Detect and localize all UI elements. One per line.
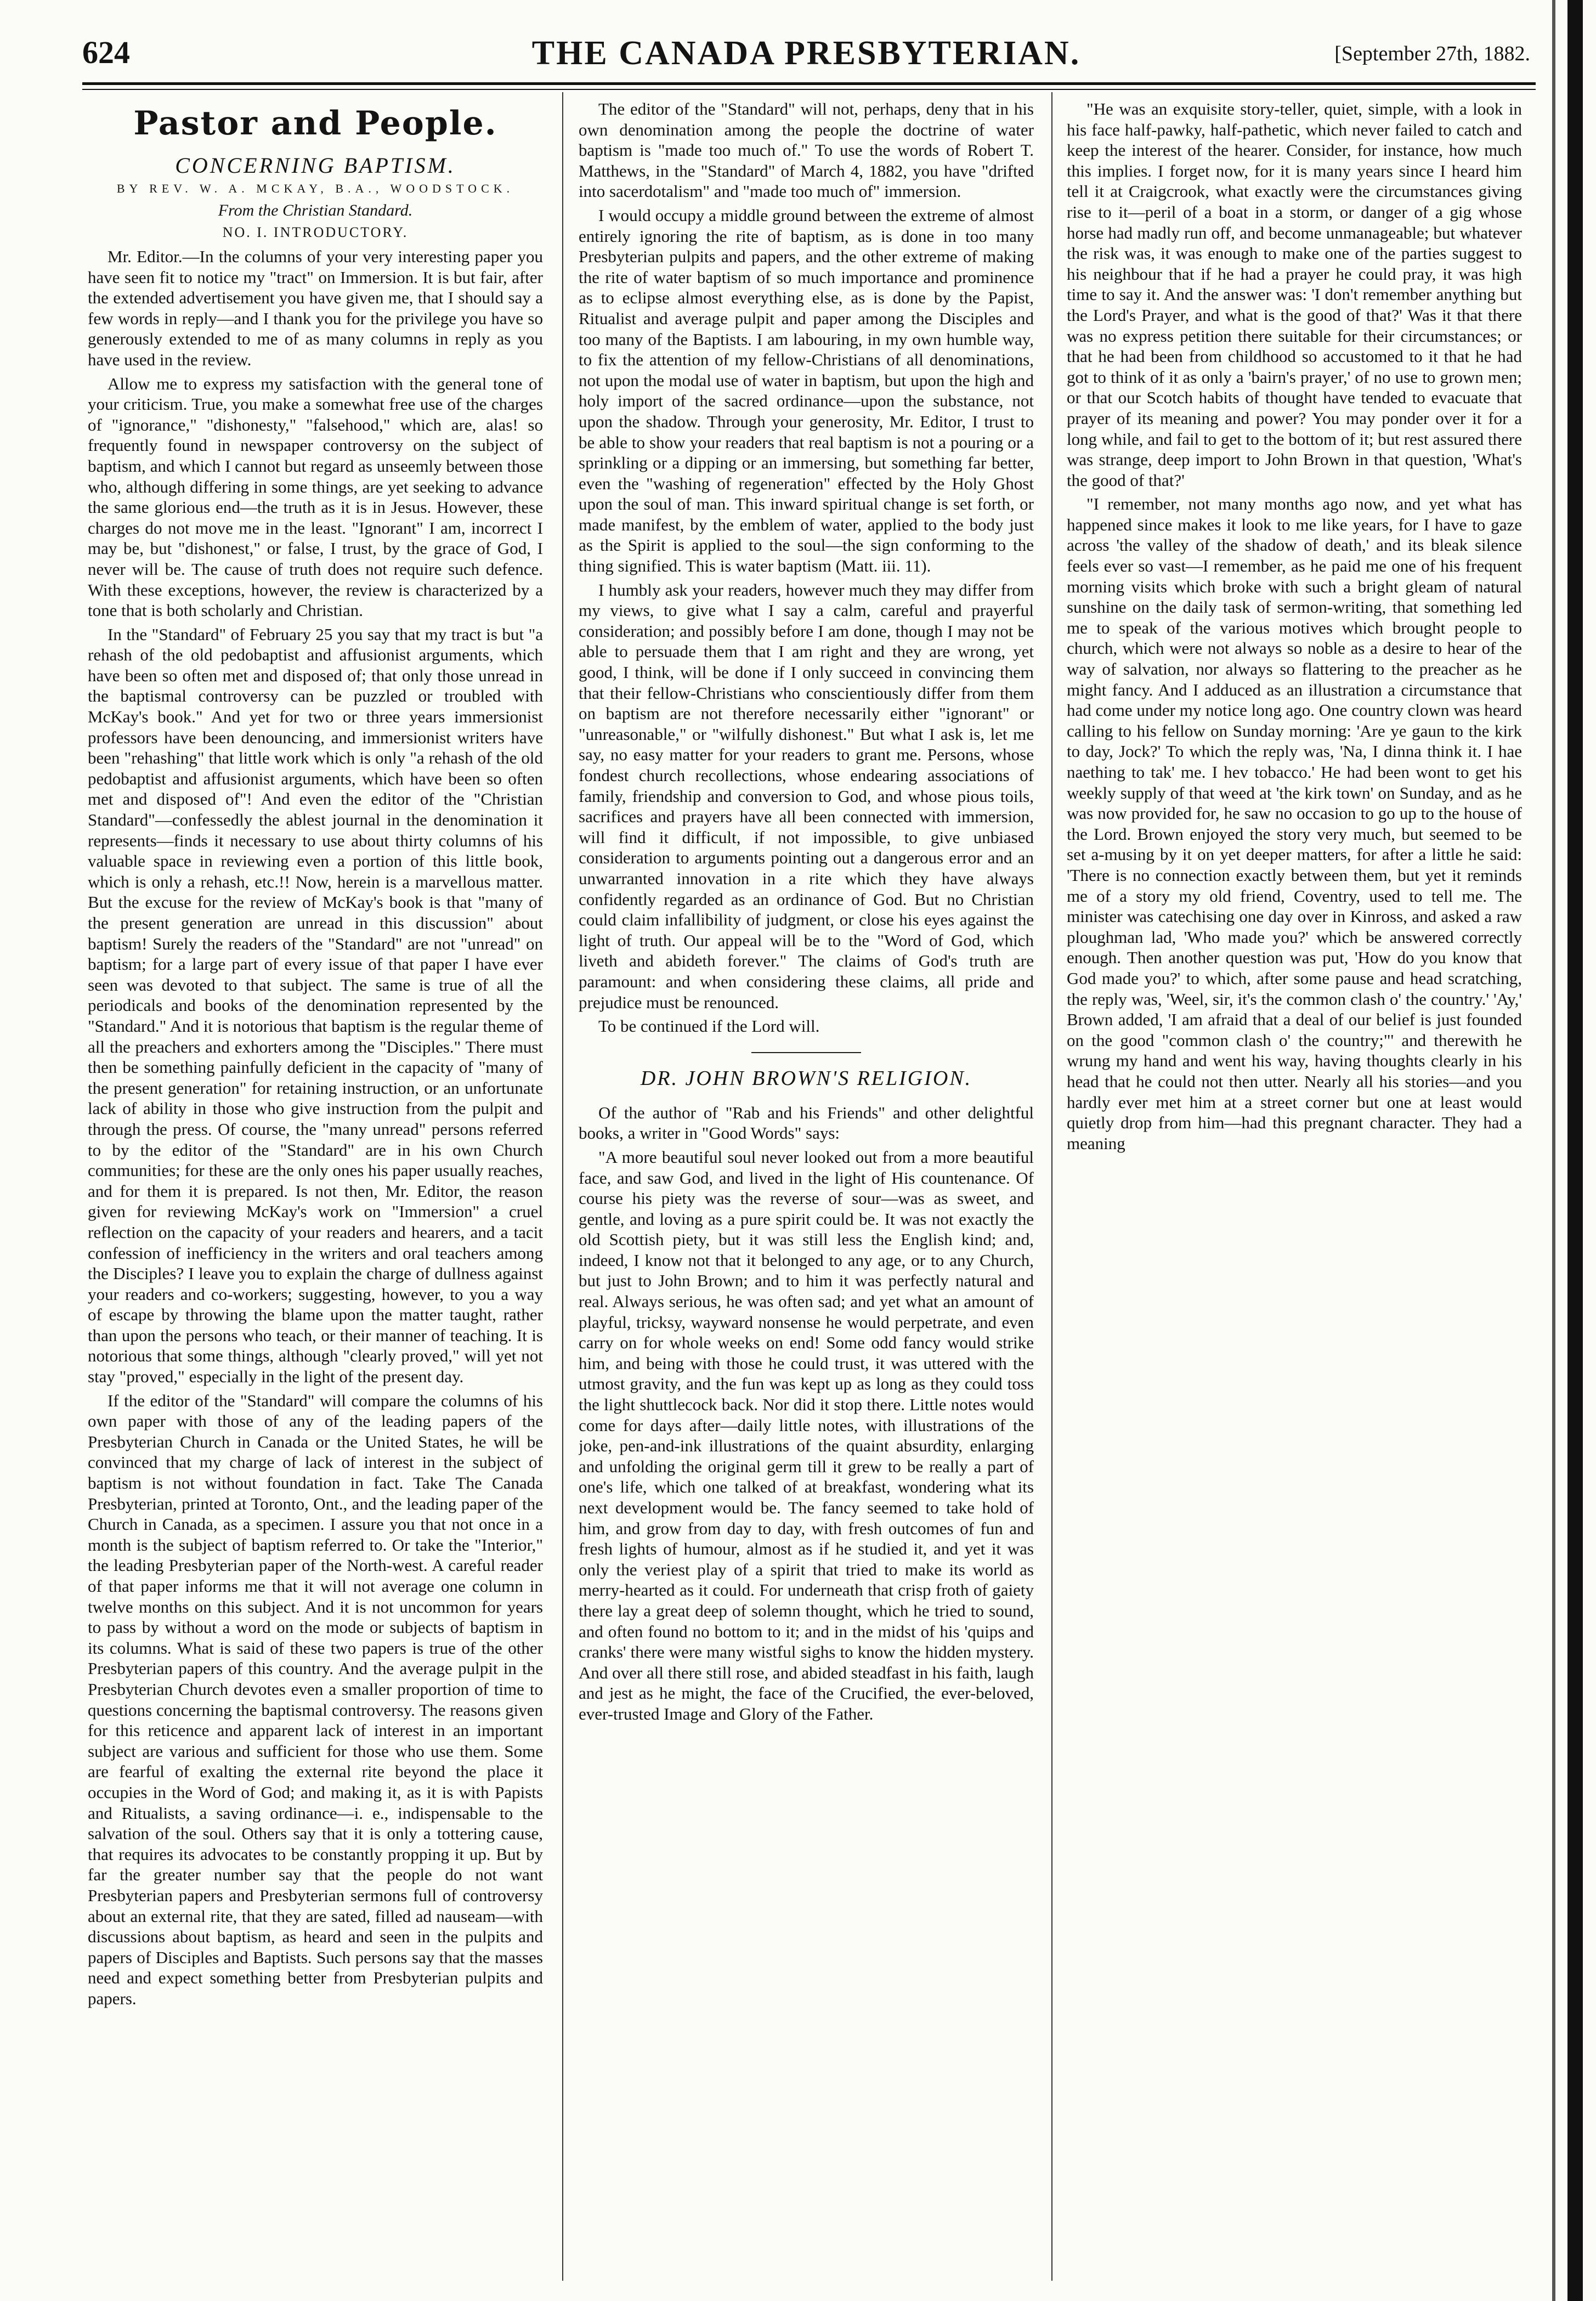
column-rule bbox=[562, 92, 563, 2281]
binding-edge bbox=[1552, 0, 1555, 2301]
paragraph: Of the author of "Rab and his Friends" and other delightful books, a writer in "Good Words" says: bbox=[579, 1103, 1034, 1143]
paragraph: Mr. Editor.—In the columns of your very interesting paper you have seen fit to notice my "tract" on Immersion. It is but fair, after the extended advertisement you have given me, that I should say a few words in reply—and I thank you for the privilege you have so generously extended to me of as many columns in reply as you have used in the review. bbox=[88, 247, 543, 369]
paragraph: "He was an exquisite story-teller, quiet, simple, with a look in his face half-pawky, half-pathetic, which never failed to catch and keep the interest of the hearer. Consider, for instance, how much this implies. I forget now, for it is many years since I heard him tell it at Craigcrook, what exactly were the circumstances giving rise to it—peril of a boat in a storm, or danger of a gig whose horse had madly run off, and become unmanageable; but whatever the risk was, it was enough to make one of the parties suggest to his neighbour that if he had a prayer he could pray, it was high time to say it. And the answer was: 'I don't remember anything but the Lord's Prayer, and what is the good of that?' Was it that there was no express petition there suitable for their circumstances; or that he had been from childhood so accustomed to it that he had got to think of it as only a 'bairn's prayer,' of no use to grown men; or that our Scotch habits of thought have tended to evacuate that prayer of its meaning and power? You may ponder over it for a long while, and fail to get to the bottom of it; but rest assured there was strange, deep import to John Brown in that question, 'What's the good of that?' bbox=[1067, 99, 1522, 490]
paragraph: If the editor of the "Standard" will compare the columns of his own paper with those of any of the leading papers of the Presbyterian Church in Canada or the United States, he will be convinced that my charge of lack of interest in the subject of baptism is not without foundation in fact. Take The Canada Presbyterian, printed at Toronto, Ont., and the leading paper of the Church in Canada, as a specimen. I assure you that not once in a month is the subject of baptism referred to. Or take the "Interior," the leading Presbyterian paper of the North-west. A careful reader of that paper informs me that it will not average one column in twelve months on this subject. And it is not uncommon for years to pass by without a word on the mode or subjects of baptism in its columns. What is said of these two papers is true of the other Presbyterian papers of this country. And the average pulpit in the Presbyterian Church devotes even a smaller proportion of time to questions concerning the baptismal controversy. The reasons given for this reticence and apparent lack of interest in an important subject are various and sufficient for those who use them. Some are fearful of exalting the external rite beyond the place it occupies in the Word of God; and making it, as it is with Papists and Ritualists, a saving ordinance—i. e., indispensable to the salvation of the soul. Others say that it is only a tottering cause, that requires its advocates to be constantly propping it up. But by far the greater number say that the people do not want Presbyterian papers and Presbyterian sermons full of controversy about an external rite, that they are sated, filled ad nauseam—with discussions about baptism, as heard and seen in the pulpits and papers of Disciples and Baptists. Such persons say that the masses need and expect something better from Presbyterian pulpits and papers. bbox=[88, 1390, 543, 2008]
paragraph: In the "Standard" of February 25 you say that my tract is but "a rehash of the old pedobaptist and affusionist arguments, which have been so often met and disposed of; that only those unread in the baptismal controversy can be puzzled or troubled with McKay's book." And yet for two or three years immersionist professors have been denouncing, and immersionist writers have been "rehashing" that little work which is only "a rehash of the old pedobaptist and affusionist arguments, which have been so often met and disposed of"! And even the editor of the "Christian Standard"—confessedly the ablest journal in the denomination it represents—finds it necessary to use about thirty columns of his valuable space in reviewing even a portion of this little book, which is only a rehash, etc.!! Now, herein is a marvellous matter. But the excuse for the review of McKay's book is that "many of the present generation are unread in this discussion" about baptism! Surely the readers of the "Standard" are not "unread" on baptism; for a large part of every issue of that paper I have ever seen was devoted to that subject. The same is true of all the periodicals and books of the denomination represented by the "Standard." And it is notorious that baptism is the regular theme of all the preachers and exhorters among the "Disciples." There must then be something painfully deficient in the capacity of "many of the present generation" for retaining instruction, or an unfortunate lack of ability in those who give instruction from the pulpit and through the press. Of course, the "many unread" persons referred to by the editor of the "Standard" are in his own Church communities; for these are the only ones his paper usually reaches, and for them it is prepared. Is not then, Mr. Editor, the reason given for reviewing McKay's work on "Immersion" a cruel reflection on the capacity of your readers and hearers, and a tacit confession of inefficiency in the writers and oral teachers among the Disciples? I leave you to explain the charge of dullness against your readers and co-workers; suggesting, however, to you a way of escape by throwing the blame upon the matter taught, rather than upon the persons who teach, or their manner of teaching. It is notorious that some things, although "clearly proved," will yet not stay "proved," especially in the light of the present day. bbox=[88, 624, 543, 1387]
header-rule bbox=[82, 82, 1536, 85]
department-heading: Pastor and People. bbox=[133, 104, 497, 143]
binding-shadow bbox=[1567, 0, 1583, 2301]
section-divider bbox=[751, 1052, 861, 1053]
paragraph: The editor of the "Standard" will not, perhaps, deny that in his own denomination among the people the doctrine of water baptism is "made too much of." To use the words of Robert T. Matthews, in the "Standard" of March 4, 1882, you have "drifted into sacerdotalism" and "made too much of" immersion. bbox=[579, 99, 1034, 201]
paragraph: Allow me to express my satisfaction with the general tone of your criticism. True, you make a somewhat free use of the charges of "ignorance," "dishonesty," "falsehood," which are, alas! so frequently found in newspaper controversy on the subject of baptism, and which I cannot but regard as unseemly between those who, although differing in some things, are yet seeking to advance the same glorious end—the truth as it is in Jesus. However, these charges do not move me in the least. "Ignorant" I am, incorrect I may be, but "dishonest," or false, I trust, by the grace of God, I never will be. The cause of truth does not require such defence. With these exceptions, however, the review is characterized by a tone that is both scholarly and Christian. bbox=[88, 374, 543, 620]
column-rule bbox=[1051, 92, 1052, 2281]
article-title: CONCERNING BAPTISM. bbox=[175, 153, 456, 178]
paragraph: To be continued if the Lord will. bbox=[598, 1016, 820, 1036]
paragraph: "I remember, not many months ago now, and yet what has happened since makes it look to me like years, for I have to gaze across 'the valley of the shadow of death,' and its bleak silence feels ever so vast—I remember, as he paid me one of his frequent morning visits which broke with such a bright gleam of natural sunshine on the daily task of sermon-writing, that something led me to speak of the various motives which brought people to church, which were not always so noble as a desire to hear of the way of salvation, nor always so flattering to the preacher as he might fancy. And I adduced as an illustration a circumstance that had come under my notice long ago. One country clown was heard calling to his fellow on Sunday morning: 'Are ye gaun to the kirk to day, Jock?' To which the reply was, 'Na, I dinna think it. I hae naething to tak' me. I hev tobacco.' He had been wont to get his weekly supply of that weed at 'the kirk town' on Sunday, and as he was now provided for, he saw no occasion to go up to the house of the Lord. Brown enjoyed the story very much, but seemed to be set a-musing by it on yet deeper matters, for after a little he said: 'There is no connection exactly between them, but yet it reminds me of a story my old friend, Coventry, used to tell me. The minister was catechising one day over in Kinross, and asked a raw ploughman lad, 'Who made you?' which be answered correctly enough. Then another question was put, 'How do you know that God made you?' to which, after some pause and head scratching, the reply was, 'Weel, sir, it's the common clash o' the country.' 'Ay,' Brown added, 'I am afraid that a deal of our belief is just founded on the good "common clash o' the country;"' and therewith he wrung my hand and went his way, having thoughts clearly in his head that he could not then utter. Nearly all his stories—and you hardly ever met him at a street corner but one at least would quietly drop from him—had this pregnant character. They had a meaning bbox=[1067, 494, 1522, 1153]
article-title: DR. JOHN BROWN'S RELIGION. bbox=[640, 1066, 972, 1090]
column-3 bbox=[1067, 99, 1522, 2287]
article-byline: BY REV. W. A. MCKAY, B.A., WOODSTOCK. bbox=[116, 182, 514, 195]
header-rule-thin bbox=[82, 89, 1536, 90]
article-source: From the Christian Standard. bbox=[218, 201, 413, 219]
masthead: THE CANADA PRESBYTERIAN. bbox=[531, 35, 1081, 72]
paragraph: I would occupy a middle ground between the extreme of almost entirely ignoring the rite of baptism, as is done in too many Presbyterian pulpits and papers, and the other extreme of making the rite of water baptism of so much importance and prominence as to eclipse almost everything else, as is done by the Papist, Ritualist and average pulpit and paper among the Disciples and too many of the Baptists. I am labouring, in my own humble way, to fix the attention of my fellow-Christians of all denominations, not upon the modal use of water in baptism, but upon the high and holy import of the sacred ordinance—upon the substance, not upon the shadow. Through your generosity, Mr. Editor, I trust to be able to show your readers that real baptism is not a pouring or a sprinkling or a dipping or an immersing, but something far better, even the "washing of regeneration" effected by the Holy Ghost upon the soul of man. This inward spiritual change is set forth, or made manifest, by the emblem of water, applied to the body just as the Spirit is applied to the soul—the sign conforming to the thing signified. This is water baptism (Matt. iii. 11). bbox=[579, 205, 1034, 576]
issue-date: [September 27th, 1882. bbox=[1334, 42, 1530, 65]
article-subhead: NO. I. INTRODUCTORY. bbox=[222, 224, 409, 240]
paragraph: "A more beautiful soul never looked out from a more beautiful face, and saw God, and lived in the light of His countenance. Of course his piety was the reverse of sour—was as sweet, and gentle, and loving as a pure spirit could be. It was not exactly the old Scottish piety, but it was still less the English kind; and, indeed, I know not that it belonged to any age, or to any Church, but just to John Brown; and to him it was perfectly natural and real. Always serious, he was often sad; and yet what an amount of playful, tricksy, wayward nonsense he would perpetrate, and even carry on for whole weeks on end! Some odd fancy would strike him, and being with those he could trust, it was uttered with the utmost gravity, and the fun was kept up as long as they could toss the light shuttlecock back. Nor did it stop there. Little notes would come for days after—daily little notes, with illustrations of the joke, pen-and-ink illustrations of the quaint absurdity, enlarging and unfolding the original germ till it grew to be really a part of one's life, which one talked of at breakfast, wondering what its next development would be. The fancy seemed to take hold of him, and grow from day to day, with fresh outcomes of fun and fresh lights of humour, almost as if he studied it, and yet it was only the veriest play of a spirit that tried to make its world as merry-hearted as it could. For underneath that crisp froth of gaiety there lay a great deep of solemn thought, which he tried to sound, and often found no bottom to it; and in the midst of his 'quips and cranks' there were many wistful sighs to know the hidden mystery. And over all there still rose, and abided steadfast in his faith, laugh and jest as he might, the face of the Crucified, the ever-beloved, ever-trusted Image and Glory of the Father. bbox=[579, 1147, 1034, 1723]
page-header bbox=[82, 34, 1530, 78]
paragraph: I humbly ask your readers, however much they may differ from my views, to give what I say a calm, careful and prayerful consideration; and possibly before I am done, though I may not be able to persuade them that I am right and they are wrong, yet good, I think, will be done if I only succeed in convincing them that their fellow-Christians who conscientiously differ from them on baptism are not therefore necessarily either "ignorant" or "unreasonable," or "wilfully dishonest." But what I ask is, let me say, no easy matter for your readers to grant me. Persons, whose fondest church recollections, whose endearing associations of family, friendship and conversion to God, and whose pious toils, sacrifices and prayers have all been connected with immersion, will find it difficult, if not impossible, to give unbiased consideration to arguments pointing out a dangerous error and an unwarranted innovation in a rite which they have always confidently regarded as an ordinance of God. But no Christian could claim infallibility of judgment, or close his eyes against the light of truth. Our appeal will be to the "Word of God, which liveth and abideth forever." The claims of God's truth are paramount: and when considering these claims, all pride and prejudice must be renounced. bbox=[579, 580, 1034, 1012]
column-2 bbox=[579, 99, 1034, 2287]
column-1 bbox=[88, 99, 543, 2287]
page-number: 624 bbox=[82, 35, 130, 70]
